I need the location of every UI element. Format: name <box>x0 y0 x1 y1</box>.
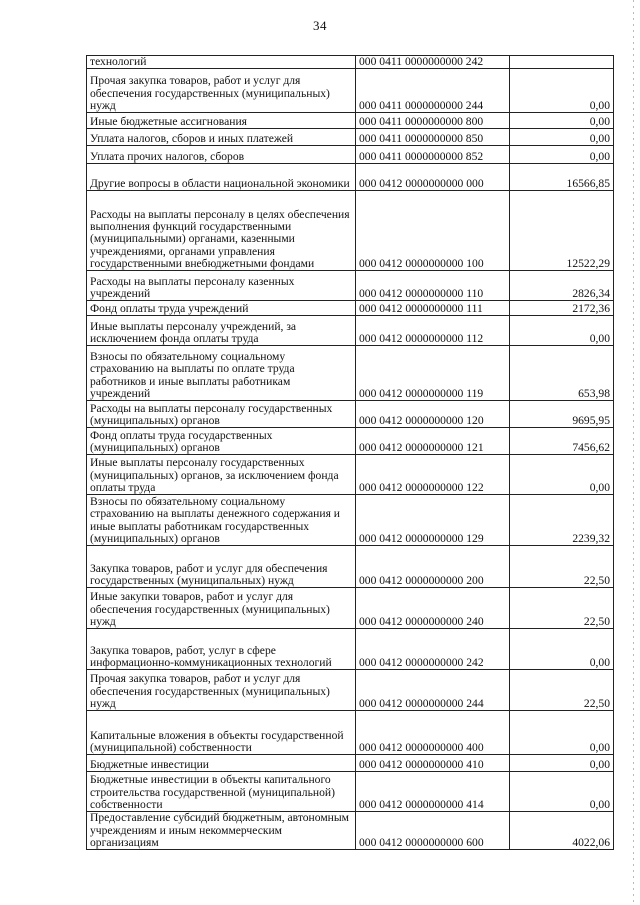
row-value: 653,98 <box>510 346 614 401</box>
row-code: 000 0412 0000000000 240 <box>356 588 510 629</box>
table-row <box>87 455 614 495</box>
row-code: 000 0411 0000000000 850 <box>356 129 510 146</box>
row-value: 0,00 <box>510 69 614 113</box>
table-row <box>87 812 614 850</box>
row-code: 000 0411 0000000000 800 <box>356 113 510 129</box>
row-name: Взносы по обязательному социальному страхованию на выплаты денежного содержания и иные выплаты работникам государственных (муниципальных) органов <box>87 495 356 546</box>
row-value: 2826,34 <box>510 271 614 301</box>
row-name: Расходы на выплаты персоналу в целях обеспечения выполнения функций государственными (муниципальными) органами, казенными учреждениями, органами управления государственными внебюджетными фондами <box>87 191 356 271</box>
row-code: 000 0412 0000000000 122 <box>356 455 510 495</box>
row-value: 0,00 <box>510 316 614 346</box>
row-code: 000 0412 0000000000 111 <box>356 301 510 316</box>
row-code: 000 0411 0000000000 852 <box>356 146 510 164</box>
row-value: 0,00 <box>510 146 614 164</box>
row-value: 0,00 <box>510 455 614 495</box>
row-code: 000 0411 0000000000 242 <box>356 56 510 69</box>
row-value: 9695,95 <box>510 401 614 428</box>
table-row <box>87 755 614 772</box>
table-row <box>87 711 614 755</box>
row-name: Иные бюджетные ассигнования <box>87 113 356 129</box>
page-number: 34 <box>313 18 327 33</box>
table-row <box>87 546 614 588</box>
row-value: 12522,29 <box>510 191 614 271</box>
row-code: 000 0412 0000000000 244 <box>356 670 510 711</box>
row-name: Иные выплаты персоналу учреждений, за исключением фонда оплаты труда <box>87 316 356 346</box>
row-value: 7456,62 <box>510 428 614 455</box>
row-name: Уплата налогов, сборов и иных платежей <box>87 129 356 146</box>
table-row <box>87 164 614 191</box>
row-value: 0,00 <box>510 755 614 772</box>
table-row <box>87 301 614 316</box>
row-value: 22,50 <box>510 588 614 629</box>
table-row <box>87 129 614 146</box>
row-value: 22,50 <box>510 670 614 711</box>
row-value: 0,00 <box>510 711 614 755</box>
table-row <box>87 670 614 711</box>
row-code: 000 0412 0000000000 121 <box>356 428 510 455</box>
row-value: 0,00 <box>510 129 614 146</box>
table-row <box>87 69 614 113</box>
row-code: 000 0412 0000000000 100 <box>356 191 510 271</box>
row-value: 2172,36 <box>510 301 614 316</box>
row-name: Предоставление субсидий бюджетным, автономным учреждениям и иным некоммерческим организациям <box>87 812 356 850</box>
table-row <box>87 191 614 271</box>
table-row <box>87 346 614 401</box>
row-name: Закупка товаров, работ, услуг в сфере информационно-коммуникационных технологий <box>87 629 356 670</box>
row-name: Уплата прочих налогов, сборов <box>87 146 356 164</box>
table-row <box>87 146 614 164</box>
row-name: Прочая закупка товаров, работ и услуг для обеспечения государственных (муниципальных) нужд <box>87 69 356 113</box>
row-name: Расходы на выплаты персоналу государственных (муниципальных) органов <box>87 401 356 428</box>
row-value: 16566,85 <box>510 164 614 191</box>
row-code: 000 0412 0000000000 000 <box>356 164 510 191</box>
row-name: Иные выплаты персоналу государственных (муниципальных) органов, за исключением фонда оплаты труда <box>87 455 356 495</box>
table-row <box>87 113 614 129</box>
row-name: технологий <box>87 56 356 69</box>
row-code: 000 0412 0000000000 600 <box>356 812 510 850</box>
table-row <box>87 772 614 812</box>
table-row <box>87 401 614 428</box>
row-name: Взносы по обязательному социальному страхованию на выплаты по оплате труда работников и иные выплаты работникам учреждений <box>87 346 356 401</box>
row-name: Бюджетные инвестиции <box>87 755 356 772</box>
table-row <box>87 495 614 546</box>
scan-edge-mark <box>633 0 634 905</box>
row-value: 0,00 <box>510 772 614 812</box>
budget-table <box>86 55 614 850</box>
row-code: 000 0412 0000000000 242 <box>356 629 510 670</box>
row-name: Другие вопросы в области национальной экономики <box>87 164 356 191</box>
row-name: Фонд оплаты труда учреждений <box>87 301 356 316</box>
row-name: Иные закупки товаров, работ и услуг для обеспечения государственных (муниципальных) нужд <box>87 588 356 629</box>
row-code: 000 0412 0000000000 414 <box>356 772 510 812</box>
row-value: 0,00 <box>510 113 614 129</box>
row-code: 000 0412 0000000000 112 <box>356 316 510 346</box>
row-value: 22,50 <box>510 546 614 588</box>
table-row <box>87 271 614 301</box>
table-row <box>87 56 614 69</box>
row-code: 000 0412 0000000000 120 <box>356 401 510 428</box>
table-row <box>87 316 614 346</box>
table-row <box>87 428 614 455</box>
row-value: 4022,06 <box>510 812 614 850</box>
row-code: 000 0411 0000000000 244 <box>356 69 510 113</box>
row-code: 000 0412 0000000000 200 <box>356 546 510 588</box>
row-code: 000 0412 0000000000 119 <box>356 346 510 401</box>
table-row <box>87 629 614 670</box>
row-name: Закупка товаров, работ и услуг для обеспечения государственных (муниципальных) нужд <box>87 546 356 588</box>
row-name: Фонд оплаты труда государственных (муниципальных) органов <box>87 428 356 455</box>
budget-table-body <box>87 56 614 850</box>
row-name: Расходы на выплаты персоналу казенных учреждений <box>87 271 356 301</box>
row-name: Капитальные вложения в объекты государственной (муниципальной) собственности <box>87 711 356 755</box>
row-value <box>510 56 614 69</box>
row-name: Прочая закупка товаров, работ и услуг для обеспечения государственных (муниципальных) нужд <box>87 670 356 711</box>
row-code: 000 0412 0000000000 110 <box>356 271 510 301</box>
row-value: 2239,32 <box>510 495 614 546</box>
row-code: 000 0412 0000000000 410 <box>356 755 510 772</box>
row-code: 000 0412 0000000000 400 <box>356 711 510 755</box>
row-code: 000 0412 0000000000 129 <box>356 495 510 546</box>
row-name: Бюджетные инвестиции в объекты капитального строительства государственной (муниципальной) собственности <box>87 772 356 812</box>
table-row <box>87 588 614 629</box>
row-value: 0,00 <box>510 629 614 670</box>
